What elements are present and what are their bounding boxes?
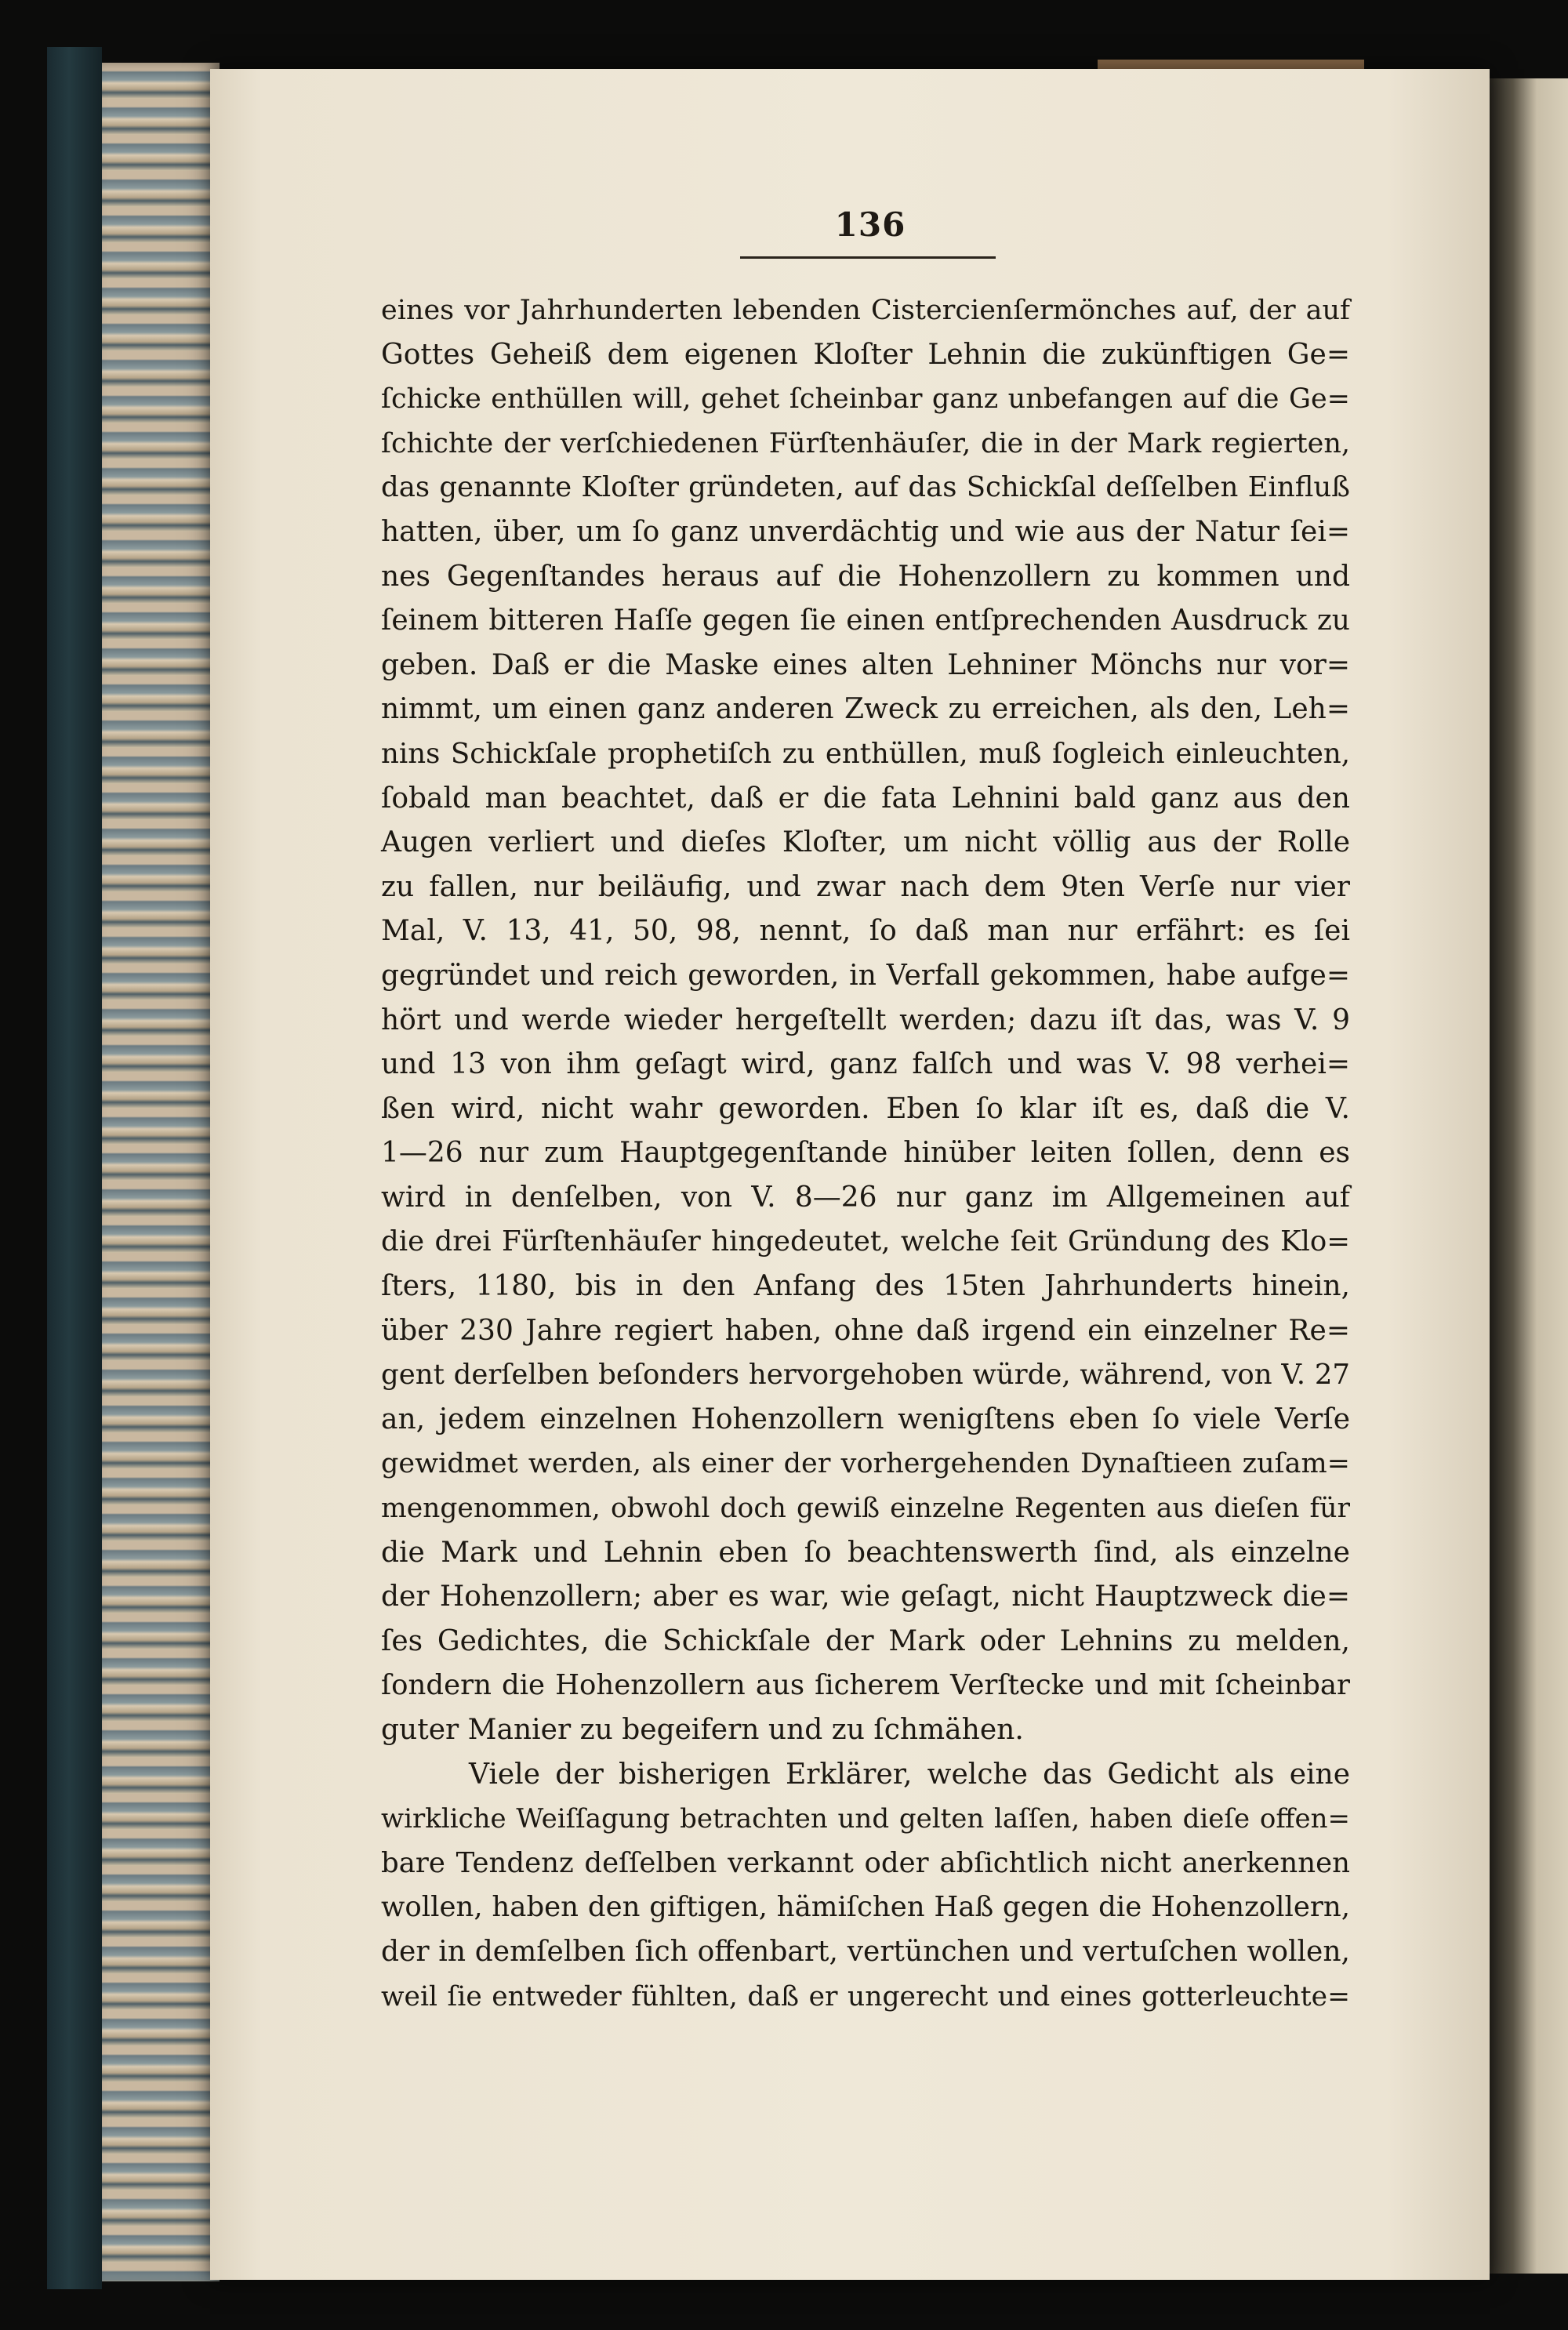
text-line: 1—26 nur zum Hauptgegenſtande hinüber leiten ſollen, denn es xyxy=(381,1137,1350,1170)
text-line: nes Gegenſtandes heraus auf die Hohenzollern zu kommen und xyxy=(381,560,1350,593)
text-line: ſes Gedichtes, die Schickſale der Mark oder Lehnins zu melden, xyxy=(381,1624,1350,1657)
text-line: Mal, V. 13, 41, 50, 98, nennt, ſo daß man nur erfährt: es ſei xyxy=(381,915,1350,948)
text-line: der Hohenzollern; aber es war, wie geſagt, nicht Hauptzweck die= xyxy=(381,1581,1350,1613)
text-line: ßen wird, nicht wahr geworden. Eben ſo klar iſt es, daß die V. xyxy=(381,1092,1350,1125)
header-rule xyxy=(740,256,996,259)
text-line: ſeinem bitteren Haſſe gegen ſie einen entſprechenden Ausdruck zu xyxy=(381,604,1350,637)
text-line: nins Schickſale prophetiſch zu enthüllen, muß ſogleich einleuchten, xyxy=(381,737,1350,770)
text-line: die Mark und Lehnin eben ſo beachtenswerth ſind, als einzelne xyxy=(381,1536,1350,1569)
text-line: mengenommen, obwohl doch gewiß einzelne Regenten aus dieſen für xyxy=(381,1493,1350,1525)
text-line: ſobald man beachtet, daß er die fata Lehnini bald ganz aus den xyxy=(381,782,1350,815)
text-line: an, jedem einzelnen Hohenzollern wenigſtens eben ſo viele Verſe xyxy=(381,1403,1350,1435)
text-line: ſchichte der verſchiedenen Fürſtenhäuſer, die in der Mark regierten, xyxy=(381,427,1350,459)
text-line: wollen, haben den giftigen, hämiſchen Haß gegen die Hohenzollern, xyxy=(381,1891,1350,1924)
paragraph-start-line: Viele der bisherigen Erklärer, welche das Gedicht als eine xyxy=(469,1758,1350,1791)
paragraph-end-line: guter Manier zu begeifern und zu ſchmähen. xyxy=(381,1714,1024,1746)
text-line: geben. Daß er die Maske eines alten Lehniner Mönchs nur vor= xyxy=(381,648,1350,681)
text-line: hatten, über, um ſo ganz unverdächtig und wie aus der Natur ſei= xyxy=(381,515,1350,548)
marbled-page-edge xyxy=(102,63,220,2281)
text-line: gegründet und reich geworden, in Verfall gekommen, habe aufge= xyxy=(381,959,1350,992)
text-line: eines vor Jahrhunderten lebenden Cistercienſermönches auf, der auf xyxy=(381,295,1350,326)
text-line: die drei Fürſtenhäuſer hingedeutet, welche ſeit Gründung des Klo= xyxy=(381,1225,1350,1258)
text-line: hört und werde wieder hergeſtellt werden; dazu iſt das, was V. 9 xyxy=(381,1003,1350,1036)
text-line: ſters, 1180, bis in den Anfang des 15ten Jahrhunderts hinein, xyxy=(381,1270,1350,1303)
body-text xyxy=(381,289,1350,2019)
text-line: das genannte Kloſter gründeten, auf das Schickſal deſſelben Einfluß xyxy=(381,471,1350,504)
text-line: ſchicke enthüllen will, gehet ſcheinbar ganz unbefangen auf die Ge= xyxy=(381,383,1350,416)
text-line: gewidmet werden, als einer der vorhergehenden Dynaſtieen zuſam= xyxy=(381,1448,1350,1480)
book-binding xyxy=(47,47,102,2289)
text-line: wirkliche Weiſſagung betrachten und gelten laſſen, haben dieſe offen= xyxy=(381,1803,1350,1835)
text-line: Augen verliert und dieſes Kloſter, um nicht völlig aus der Rolle xyxy=(381,826,1350,859)
text-line: bare Tendenz deſſelben verkannt oder abſichtlich nicht anerkennen xyxy=(381,1846,1350,1879)
text-line: weil ſie entweder fühlten, daß er ungerecht und eines gotterleuchte= xyxy=(381,1980,1350,2012)
facing-page-edge xyxy=(1490,78,1568,2274)
text-line: über 230 Jahre regiert haben, ohne daß irgend ein einzelner Re= xyxy=(381,1314,1350,1347)
text-line: und 13 von ihm geſagt wird, ganz falſch und was V. 98 verhei= xyxy=(381,1048,1350,1081)
text-line: nimmt, um einen ganz anderen Zweck zu erreichen, als den, Leh= xyxy=(381,693,1350,726)
text-line: ſondern die Hohenzollern aus ſicherem Verſtecke und mit ſcheinbar xyxy=(381,1669,1350,1702)
text-line: wird in denſelben, von V. 8—26 nur ganz im Allgemeinen auf xyxy=(381,1181,1350,1214)
text-line: gent derſelben beſonders hervorgehoben würde, während, von V. 27 xyxy=(381,1359,1350,1392)
page-number: 136 xyxy=(834,205,906,244)
text-line: zu fallen, nur beiläufig, und zwar nach dem 9ten Verſe nur vier xyxy=(381,870,1350,903)
text-line: der in demſelben ſich offenbart, vertünchen und vertuſchen wollen, xyxy=(381,1935,1350,1968)
text-line: Gottes Geheiß dem eigenen Kloſter Lehnin die zukünftigen Ge= xyxy=(381,338,1350,371)
